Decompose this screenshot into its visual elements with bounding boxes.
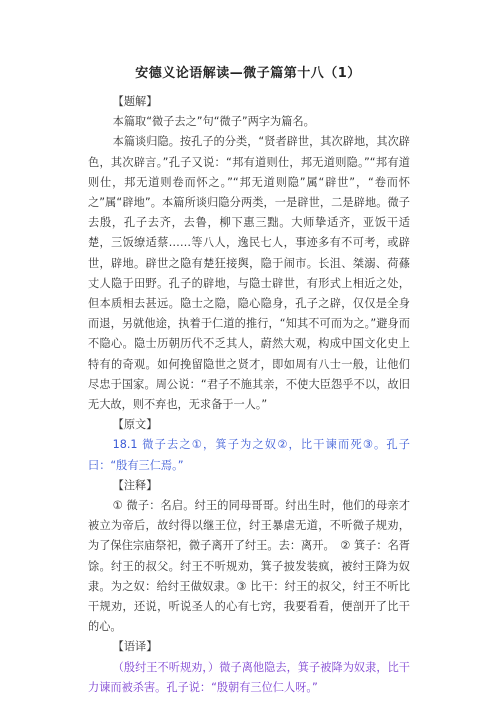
intro-paragraph-1: 本篇取“微子去之”句“微子”两字为篇名。: [112, 115, 315, 129]
original-heading: 【原文】: [112, 418, 158, 432]
notes-heading: 【注释】: [112, 478, 158, 492]
document-body: [88, 92, 410, 698]
intro-paragraph-2: 本篇谈归隐。按孔子的分类，“贤者辟世，其次辟地，其次辟色，其次辟言。”孔子又说：“邦有道则仕，邦无道则隐。”“邦有道则仕，邦无道则卷而怀之。”“邦无道则隐”属“辟世”，“卷而怀之”属“辟地”。本篇所谈归隐分两类，一是辟世，二是辟地。微子去殷，孔子去齐，去鲁，柳下惠三黜。大师挚适齐，亚饭干适楚，三饭缭适蔡……等八人，逸民七人，事迹多有不可考，或辟世，辟地。辟世之隐有楚狂接舆，隐于闹市。长沮、桀溺、荷蓧丈人隐于田野。孔子的辟地，与隐士辟世，有形式上相近之处，但本质相去甚远。隐士之隐，隐心隐身，孔子之辟，仅仅是全身而退，另就他途，执着于仁道的推行，“知其不可而为之。”避身而不隐心。隐士历朝历代不乏其人，蔚然大观，构成中国文化史上特有的奇观。如何挽留隐世之贤才，即如周有八士一般，让他们尽忠于国家。周公说：“君子不施其亲，不使大臣怨乎不以，故旧无大故，则不弃也，无求备于一人。”: [88, 135, 410, 412]
translation-heading: 【语译】: [112, 640, 158, 654]
translation-text: （殷纣王不听规劝，）微子离他隐去，箕子被降为奴隶，比干力谏而被杀害。孔子说：“殷朝有三位仁人呀。”: [88, 660, 410, 694]
intro-heading: 【题解】: [112, 95, 158, 108]
notes-text: ① 微子：名启。纣王的同母哥哥。纣出生时，他们的母亲才被立为帝后，故纣得以继王位，纣王暴虐无道，不听微子规劝，为了保住宗庙祭祀，微子离开了纣王。去：离开。 ② 箕子：名胥馀。纣王的叔父。纣王不听规劝，箕子披发装疯，被纣王降为奴隶。为之奴：给纣王做奴隶。③ 比干：纣王的叔父，纣王不听比干规劝，还说，听说圣人的心有七窍，我要看看，便剖开了比干的心。: [88, 499, 410, 634]
original-text: 18.1 微子去之①，箕子为之奴②，比干谏而死③。孔子曰：“殷有三仁焉。”: [88, 438, 410, 472]
page-title: 安德义论语解读—微子篇第十八（1）: [135, 66, 361, 81]
